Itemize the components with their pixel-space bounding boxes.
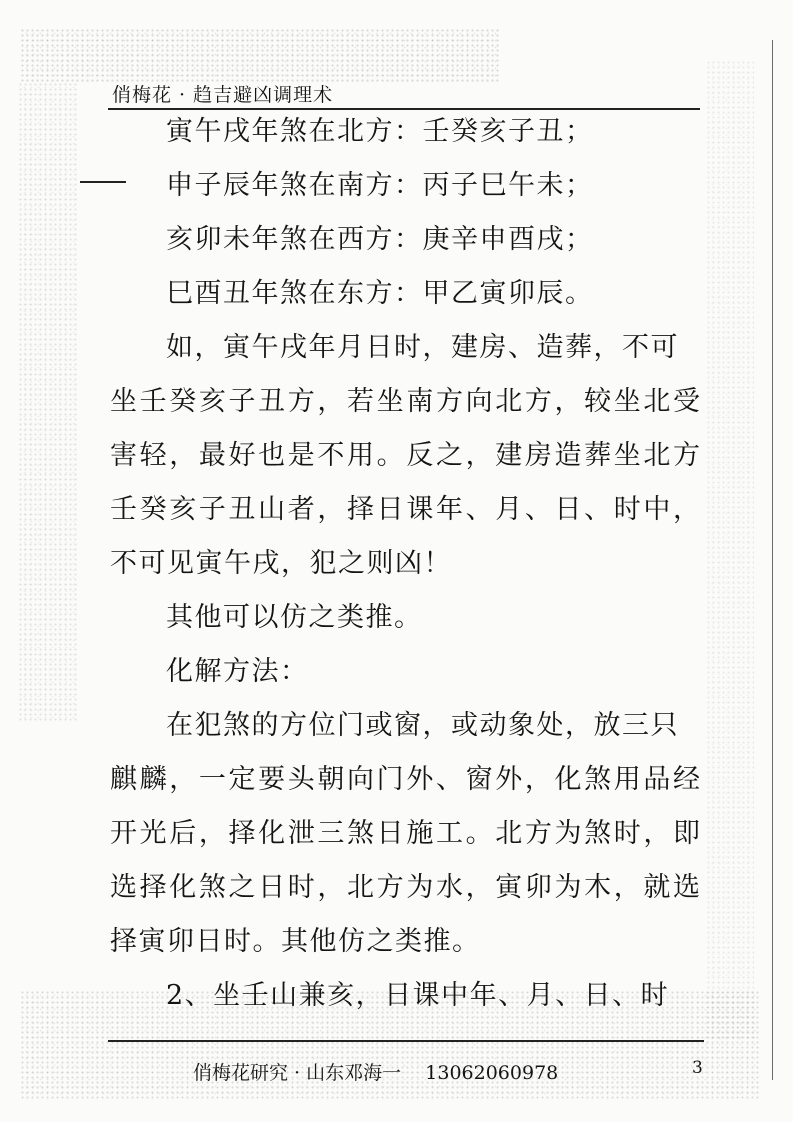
scan-edge-line (772, 40, 774, 1080)
scan-speckle-right (706, 60, 754, 1040)
text-line: 寅午戌年煞在北方：壬癸亥子丑； (166, 116, 594, 147)
page-number: 3 (692, 1058, 703, 1078)
text-line: 如，寅午戌年月日时，建房、造葬，不可 (166, 332, 679, 363)
text-line: 其他可以仿之类推。 (166, 602, 423, 633)
text-line: 壬癸亥子丑山者，择日课年、月、日、时中， (110, 494, 700, 525)
footer-text: 俏梅花研究 · 山东邓海一 13062060978 (193, 1062, 559, 1084)
margin-dash-mark (80, 181, 126, 183)
text-line: 巳酉丑年煞在东方：甲乙寅卯辰。 (166, 278, 594, 309)
text-line: 亥卯未年煞在西方：庚辛申酉戌； (166, 224, 594, 255)
text-line: 麒麟，一定要头朝向门外、窗外，化煞用品经 (110, 764, 700, 795)
scan-speckle-left (18, 82, 78, 722)
footer-rule (108, 1040, 704, 1042)
text-line: 选择化煞之日时，北方为水，寅卯为木，就选 (110, 872, 700, 903)
scan-speckle-top (20, 28, 500, 82)
text-line: 坐壬癸亥子丑方，若坐南方向北方，较坐北受 (110, 386, 700, 417)
text-line: 2、坐壬山兼亥，日课中年、月、日、时 (166, 980, 670, 1011)
text-line: 害轻，最好也是不用。反之，建房造葬坐北方 (110, 440, 700, 471)
text-line: 择寅卯日时。其他仿之类推。 (110, 926, 481, 957)
text-line: 开光后，择化泄三煞日施工。北方为煞时，即 (110, 818, 700, 849)
text-line: 申子辰年煞在南方：丙子巳午未； (166, 170, 594, 201)
section-heading: 化解方法： (166, 656, 309, 687)
text-line: 在犯煞的方位门或窗，或动象处，放三只 (166, 710, 679, 741)
text-line: 不可见寅午戌，犯之则凶！ (110, 548, 452, 579)
running-header-title: 俏梅花 · 趋吉避凶调理术 (112, 84, 334, 106)
header-rule (108, 108, 700, 110)
